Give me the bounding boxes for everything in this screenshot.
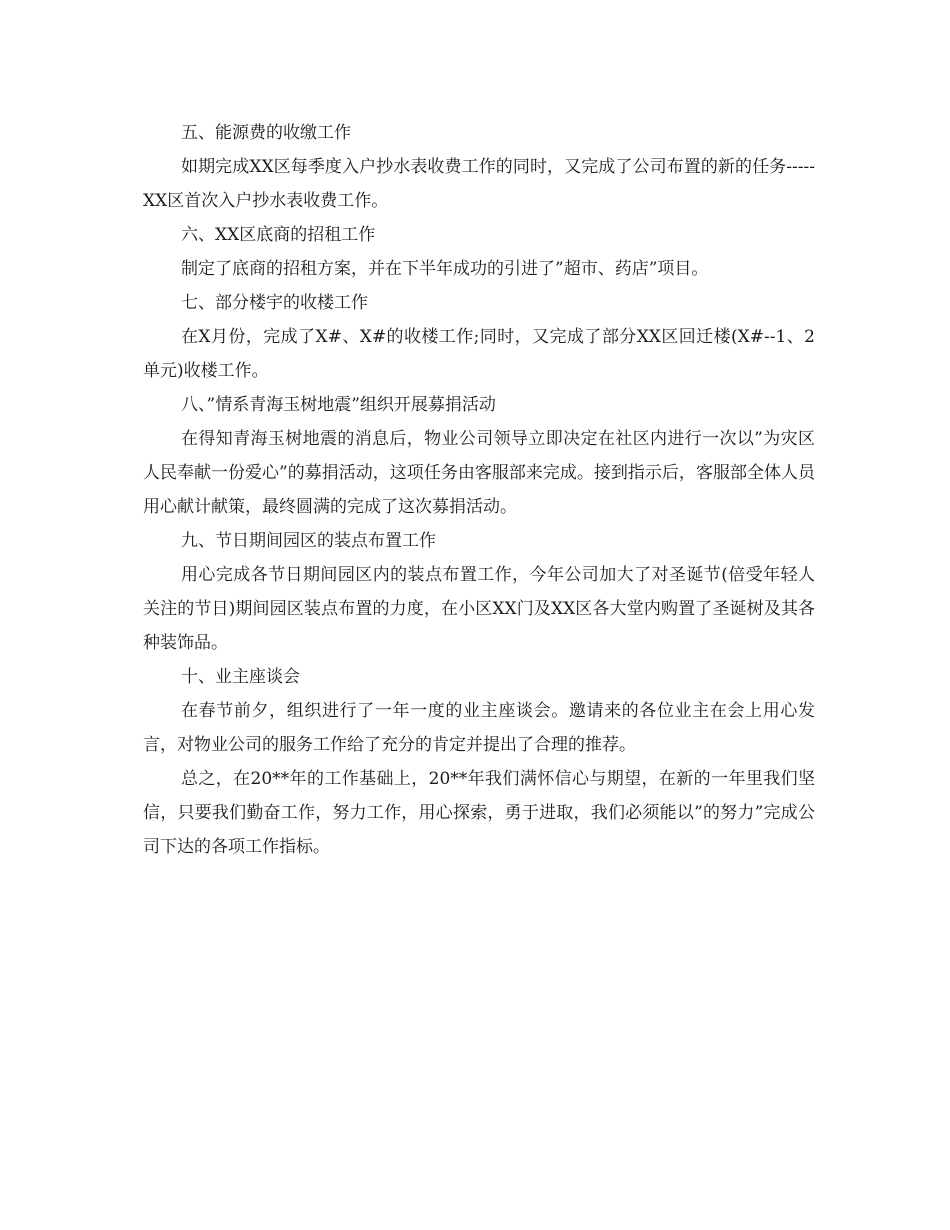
section-heading-owner-forum: 十、业主座谈会 (181, 667, 300, 687)
closing-paragraph: 总之，在20**年的工作基础上，20**年我们满怀信心与期望，在新的一年里我们坚信，只要我们勤奋工作，努力工作，用心探索，勇于进取，我们必须能以”的努力”完成公司下达的各项工作指标。 (143, 769, 815, 857)
section-heading-donation: 八、”情系青海玉树地震”组织开展募捐活动 (181, 395, 496, 415)
section-body-donation: 在得知青海玉树地震的消息后，物业公司领导立即决定在社区内进行一次以”为灾区人民奉献一份爱心”的募捐活动，这项任务由客服部来完成。接到指示后，客服部全体人员用心献计献策，最终圆满的完成了这次募捐活动。 (143, 429, 815, 517)
section-body-shop-leasing: 制定了底商的招租方案，并在下半年成功的引进了”超市、药店”项目。 (181, 259, 709, 279)
section-body-energy-fee: 如期完成XX区每季度入户抄水表收费工作的同时，又完成了公司布置的新的任务-----XX区首次入户抄水表收费工作。 (143, 157, 815, 211)
section-heading-energy-fee: 五、能源费的收缴工作 (181, 123, 351, 143)
section-body-building-handover: 在X月份，完成了X#、X#的收楼工作;同时，又完成了部分XX区回迁楼(X#--1、2单元)收楼工作。 (143, 327, 815, 381)
document-body (143, 116, 815, 864)
section-heading-shop-leasing: 六、XX区底商的招租工作 (181, 225, 376, 245)
section-body-owner-forum: 在春节前夕，组织进行了一年一度的业主座谈会。邀请来的各位业主在会上用心发言，对物业公司的服务工作给了充分的肯定并提出了合理的推荐。 (143, 701, 815, 755)
section-body-holiday-decoration: 用心完成各节日期间园区内的装点布置工作，今年公司加大了对圣诞节(倍受年轻人关注的节日)期间园区装点布置的力度，在小区XX门及XX区各大堂内购置了圣诞树及其各种装饰品。 (143, 565, 815, 653)
section-heading-holiday-decoration: 九、节日期间园区的装点布置工作 (181, 531, 436, 551)
section-heading-building-handover: 七、部分楼宇的收楼工作 (181, 293, 368, 313)
